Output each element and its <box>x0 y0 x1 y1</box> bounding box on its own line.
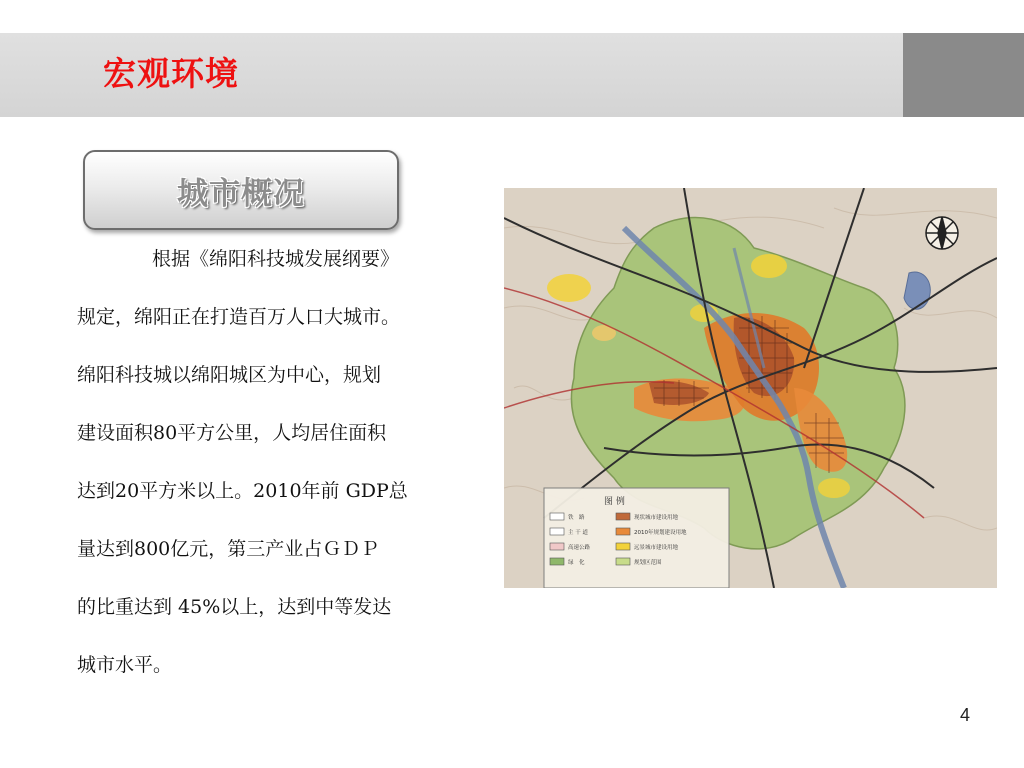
body-line: 量达到800亿元，第三产业占ＧＤＰ <box>77 538 380 560</box>
body-line: 绵阳科技城以绵阳城区为中心，规划 <box>77 364 382 386</box>
slide-title: 宏观环境 <box>103 54 239 93</box>
section-heading-box <box>83 150 399 230</box>
body-line: 建设面积80平方公里，人均居住面积 <box>77 422 387 444</box>
page-number: 4 <box>959 705 970 725</box>
legend-item-greenery: 绿 化 <box>568 560 585 566</box>
legend-item-current-land: 现状城市建设用地 <box>634 515 679 521</box>
body-line: 规定，绵阳正在打造百万人口大城市。 <box>77 306 401 328</box>
legend-item-highway: 高速公路 <box>568 545 591 551</box>
body-line: 的比重达到 45%以上，达到中等发达 <box>77 596 392 618</box>
city-plan-map-image <box>504 188 997 588</box>
header-accent-block <box>903 33 1024 117</box>
legend-item-main-road: 主 干 道 <box>568 530 588 536</box>
legend-item-future-land: 远景城市建设用地 <box>634 545 679 551</box>
body-line: 根据《绵阳科技城发展纲要》 <box>152 248 400 270</box>
city-plan-map <box>504 188 997 588</box>
legend-item-railway: 铁 路 <box>568 515 585 521</box>
body-line: 城市水平。 <box>77 654 173 676</box>
compass-icon <box>926 217 958 249</box>
legend-item-2010-land: 2010年规划建设用地 <box>634 530 687 536</box>
legend-item-planning-area: 规划区范围 <box>634 560 662 566</box>
body-paragraph <box>77 239 517 703</box>
body-line: 达到20平方米以上。2010年前 GDP总 <box>77 480 408 502</box>
legend-title: 图 例 <box>604 497 625 507</box>
map-legend <box>544 488 729 588</box>
section-heading-label: 城市概况 <box>177 175 305 212</box>
